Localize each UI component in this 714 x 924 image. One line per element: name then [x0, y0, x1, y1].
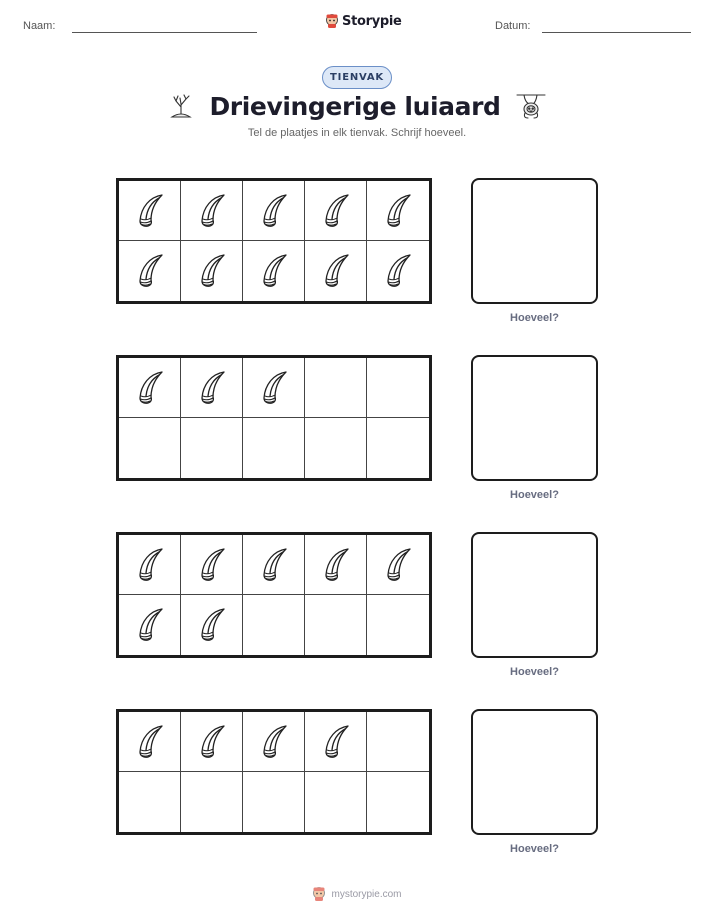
claw-icon [132, 191, 168, 231]
storypie-mascot-icon [312, 886, 326, 902]
ten-frame-cell [305, 595, 367, 655]
page-title: Drievingerige luiaard [209, 91, 501, 121]
ten-frame-4 [116, 709, 432, 835]
ten-frame-cell [367, 712, 429, 772]
ten-frame-cell [181, 595, 243, 655]
ten-frame-cell [367, 241, 429, 301]
ten-frame-cell [367, 418, 429, 478]
ten-frame-cell [367, 772, 429, 832]
title-row [0, 90, 714, 122]
ten-frame-cell [119, 772, 181, 832]
claw-icon [132, 251, 168, 291]
coral-icon [167, 92, 195, 120]
claw-icon [256, 722, 292, 762]
ten-frame-cell [305, 772, 367, 832]
name-label: Naam: [23, 20, 56, 32]
footer-url: mystorypie.com [331, 888, 402, 900]
ten-frame-cell [305, 712, 367, 772]
ten-frame-cell [367, 181, 429, 241]
name-line[interactable] [72, 32, 257, 33]
answer-box-2[interactable] [471, 355, 598, 481]
ten-frame-cell [243, 181, 305, 241]
claw-icon [194, 545, 230, 585]
brand-logo [325, 13, 402, 29]
ten-frame-cell [119, 358, 181, 418]
ten-frame-cell [305, 358, 367, 418]
ten-frame-cell [367, 535, 429, 595]
ten-frame-cell [367, 595, 429, 655]
ten-frame-3 [116, 532, 432, 658]
ten-frame-cell [181, 535, 243, 595]
ten-frame-1 [116, 178, 432, 304]
topic-badge: TIENVAK [322, 66, 392, 89]
claw-icon [132, 368, 168, 408]
ten-frame-cell [181, 358, 243, 418]
claw-icon [256, 191, 292, 231]
claw-icon [380, 251, 416, 291]
claw-icon [132, 545, 168, 585]
claw-icon [132, 605, 168, 645]
ten-frame-cell [119, 241, 181, 301]
ten-frame-cell [181, 712, 243, 772]
ten-frame-cell [181, 772, 243, 832]
ten-frame-cell [305, 181, 367, 241]
ten-frame-cell [119, 418, 181, 478]
brand-name: Storypie [342, 13, 402, 29]
claw-icon [318, 545, 354, 585]
ten-frame-cell [243, 712, 305, 772]
answer-label-2: Hoeveel? [510, 489, 559, 501]
claw-icon [132, 722, 168, 762]
claw-icon [318, 191, 354, 231]
ten-frame-cell [243, 535, 305, 595]
ten-frame-cell [181, 418, 243, 478]
claw-icon [194, 605, 230, 645]
ten-frame-cell [119, 595, 181, 655]
footer [0, 886, 714, 902]
date-line[interactable] [542, 32, 691, 33]
ten-frame-cell [305, 241, 367, 301]
claw-icon [256, 251, 292, 291]
ten-frame-cell [243, 358, 305, 418]
claw-icon [380, 191, 416, 231]
ten-frame-cell [181, 241, 243, 301]
ten-frame-cell [119, 712, 181, 772]
ten-frame-cell [243, 241, 305, 301]
storypie-mascot-icon [325, 13, 339, 29]
date-label: Datum: [495, 20, 531, 32]
ten-frame-cell [305, 535, 367, 595]
claw-icon [318, 251, 354, 291]
claw-icon [194, 722, 230, 762]
answer-box-3[interactable] [471, 532, 598, 658]
answer-box-4[interactable] [471, 709, 598, 835]
answer-label-3: Hoeveel? [510, 666, 559, 678]
ten-frame-cell [181, 181, 243, 241]
ten-frame-cell [119, 181, 181, 241]
ten-frame-cell [243, 595, 305, 655]
claw-icon [256, 368, 292, 408]
claw-icon [380, 545, 416, 585]
claw-icon [194, 191, 230, 231]
sloth-icon [515, 90, 547, 122]
ten-frame-2 [116, 355, 432, 481]
claw-icon [194, 368, 230, 408]
claw-icon [256, 545, 292, 585]
ten-frame-cell [243, 772, 305, 832]
answer-label-1: Hoeveel? [510, 312, 559, 324]
ten-frame-cell [119, 535, 181, 595]
instructions: Tel de plaatjes in elk tienvak. Schrijf hoeveel. [247, 127, 467, 139]
answer-label-4: Hoeveel? [510, 843, 559, 855]
ten-frame-cell [367, 358, 429, 418]
ten-frame-cell [305, 418, 367, 478]
answer-box-1[interactable] [471, 178, 598, 304]
claw-icon [318, 722, 354, 762]
claw-icon [194, 251, 230, 291]
ten-frame-cell [243, 418, 305, 478]
